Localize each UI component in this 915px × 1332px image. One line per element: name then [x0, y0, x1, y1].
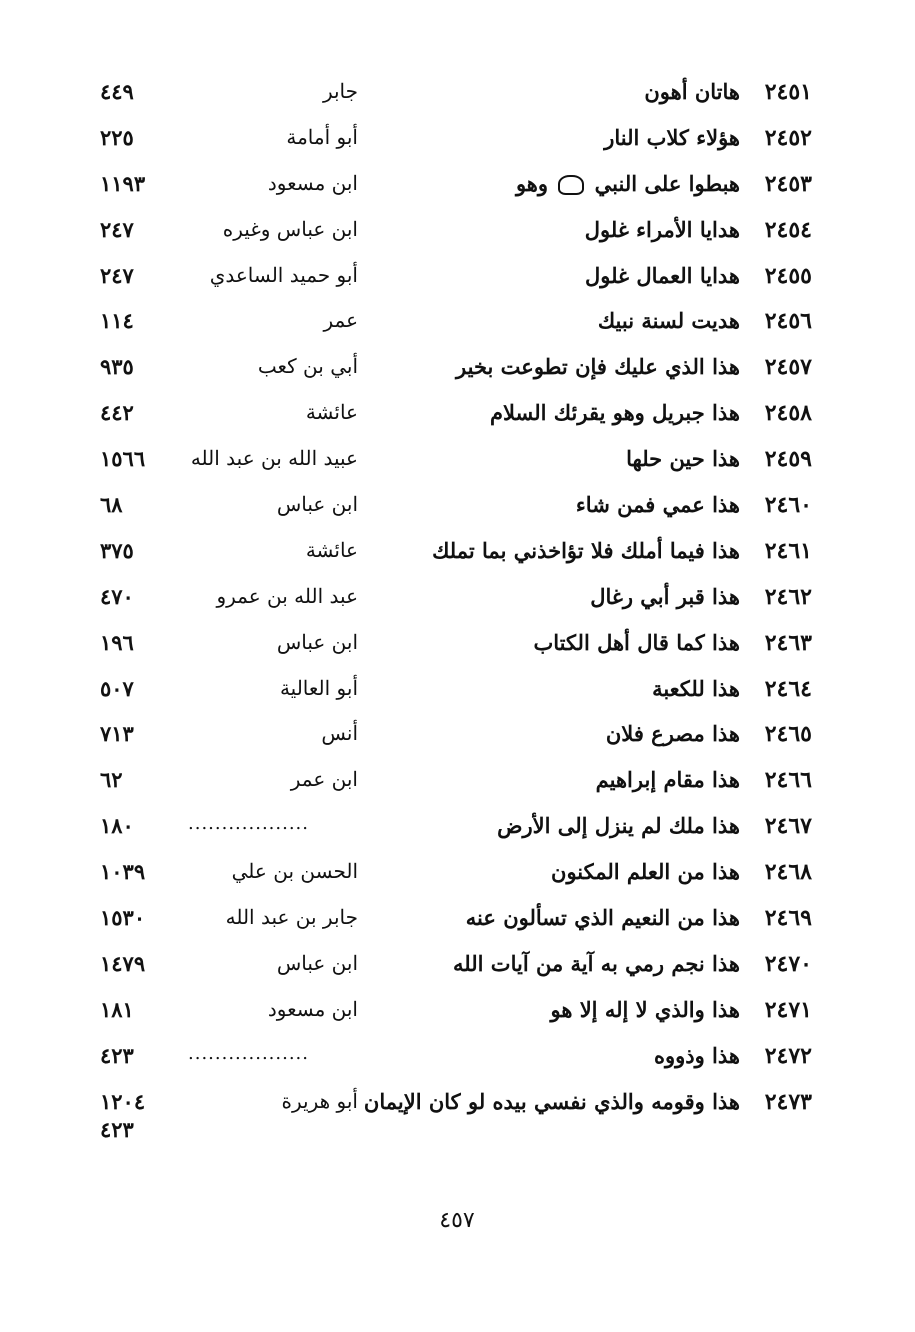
hadith-text: هذا جبريل وهو يقرئك السلام	[490, 400, 740, 426]
entry-number: ٢٤٥٦	[764, 308, 812, 335]
hadith-text-part: وهو	[515, 170, 549, 196]
hadith-text: هذا من النعيم الذي تسألون عنه	[465, 905, 740, 931]
index-entry	[100, 945, 812, 991]
hadith-text: هذا من العلم المكنون	[551, 859, 740, 885]
page-reference: ١٤٧٩	[100, 950, 146, 976]
page-reference: ١٥٣٠	[100, 905, 146, 931]
page-reference: ١٠٣٩	[100, 859, 146, 885]
page-reference: ٦٢	[100, 767, 123, 793]
entry-number: ٢٤٧٢	[764, 1042, 812, 1069]
hadith-text: هذا وذووه	[653, 1042, 740, 1068]
entry-number: ٢٤٧١	[764, 996, 812, 1023]
index-entry	[100, 624, 812, 670]
narrator: جابر	[322, 79, 358, 103]
entry-number: ٢٤٦٧	[764, 813, 812, 840]
index-entry	[100, 761, 812, 807]
index-entry	[100, 532, 812, 578]
entry-number: ٢٤٦٤	[764, 675, 812, 702]
page-reference: ٤٤٩	[100, 79, 134, 104]
entry-number: ٢٤٦٢	[764, 583, 812, 610]
page-reference: ١٨٠	[100, 813, 134, 839]
page-reference: ١١٩٣	[100, 170, 146, 196]
narrator: ابن عباس	[276, 492, 358, 517]
narrator: ابن مسعود	[267, 170, 358, 195]
index-entry	[100, 807, 812, 853]
hadith-text: هذا فيما أملك فلا تؤاخذني بما تملك	[432, 537, 740, 563]
hadith-text: هذا وقومه والذي نفسي بيده لو كان الإيمان	[363, 1088, 740, 1114]
entry-number: ٢٤٥٢	[764, 124, 812, 151]
hadith-text: هذا للكعبة	[652, 675, 740, 701]
hadith-text: هذا الذي عليك فإن تطوعت بخير	[456, 354, 740, 380]
page-reference: ٢٢٥	[100, 124, 134, 150]
page-reference: ٤٢٣	[100, 1042, 134, 1068]
page-reference: ٢٤٧	[100, 262, 134, 288]
page-reference: ١٨١	[100, 996, 134, 1022]
index-entry	[100, 394, 812, 440]
entry-number: ٢٤٥٧	[764, 354, 812, 381]
entry-number: ٢٤٦٠	[764, 492, 812, 519]
index-entry	[100, 73, 812, 119]
index-entry	[100, 991, 812, 1037]
page-reference: ٣٧٥	[100, 537, 134, 563]
hadith-text: هذا نجم رمي به آية من آيات الله	[453, 950, 740, 976]
page-reference: ١٥٦٦	[100, 446, 146, 472]
hadith-text: هذا والذي لا إله إلا هو	[550, 996, 740, 1022]
entry-number: ٢٤٥٥	[764, 262, 812, 289]
page-reference: ٧١٣	[100, 721, 134, 747]
hadith-index-list	[100, 73, 812, 1128]
entry-number: ٢٤٥٨	[764, 400, 812, 427]
entry-number: ٢٤٦٦	[764, 767, 812, 794]
page-reference: ٢٤٧	[100, 216, 134, 242]
narrator: عبيد الله بن عبد الله	[190, 446, 358, 471]
narrator: عائشة	[305, 537, 358, 562]
narrator: عائشة	[305, 400, 358, 425]
narrator: أنس	[321, 721, 358, 746]
entry-number: ٢٤٥١	[764, 79, 812, 105]
index-entry	[100, 119, 812, 165]
index-entry	[100, 578, 812, 624]
hadith-text: هدايا العمال غلول	[585, 262, 740, 288]
page-reference: ٤٤٢	[100, 400, 134, 426]
index-entry	[100, 165, 812, 211]
hadith-text: هاتان أهون	[644, 79, 740, 104]
index-entry	[100, 899, 812, 945]
hadith-text-part: هبطوا على النبي	[594, 170, 740, 196]
hadith-text: هذا كما قال أهل الكتاب	[533, 629, 740, 655]
narrator: أبو أمامة	[286, 124, 358, 149]
index-entry	[100, 257, 812, 303]
extra-page-reference: ٤٢٣	[100, 1117, 134, 1142]
entry-number: ٢٤٦٨	[764, 859, 812, 886]
hadith-text: هذا قبر أبي رغال	[590, 583, 740, 609]
narrator: ابن عباس وغيره	[222, 216, 358, 241]
page-reference: ١٩٦	[100, 629, 134, 655]
entry-number: ٢٤٦٥	[764, 721, 812, 748]
hadith-text: هذا حين حلها	[626, 446, 740, 472]
page-reference: ٤٧٠	[100, 583, 134, 609]
index-entry	[100, 1083, 812, 1129]
narrator: ابن عمر	[290, 767, 358, 792]
entry-number: ٢٤٥٩	[764, 446, 812, 473]
hadith-text: هؤلاء كلاب النار	[604, 124, 740, 150]
entry-number: ٢٤٦٩	[764, 905, 812, 932]
page-reference: ٦٨	[100, 492, 123, 518]
entry-number: ٢٤٥٤	[764, 216, 812, 243]
narrator: جابر بن عبد الله	[225, 905, 358, 930]
entry-number: ٢٤٦١	[764, 537, 812, 564]
index-entry	[100, 715, 812, 761]
entry-number: ٢٤٧٣	[764, 1088, 812, 1115]
hadith-text: هدايا الأمراء غلول	[584, 216, 740, 242]
narrator: ابن عباس	[276, 950, 358, 975]
hadith-text: هذا ملك لم ينزل إلى الأرض	[497, 813, 740, 839]
index-entry	[100, 440, 812, 486]
page-reference: ١١٤	[100, 308, 134, 334]
index-entry	[100, 211, 812, 257]
hadith-text: هديت لسنة نبيك	[597, 308, 740, 334]
narrator: عبد الله بن عمرو	[216, 583, 358, 608]
page-number: ٤٥٧	[439, 1208, 475, 1233]
hadith-text: هذا مقام إبراهيم	[595, 767, 740, 793]
hadith-text: هذا مصرع فلان	[605, 721, 740, 747]
entry-number: ٢٤٥٣	[764, 170, 812, 197]
narrator: ابن عباس	[276, 629, 358, 654]
dotted-leader: ..................	[188, 1042, 309, 1064]
index-entry	[100, 1037, 812, 1083]
page-reference: ١٢٠٤	[100, 1088, 146, 1114]
dotted-leader: ..................	[188, 813, 309, 835]
narrator: أبي بن كعب	[257, 354, 358, 379]
page-reference: ٥٠٧	[100, 675, 134, 701]
index-entry	[100, 486, 812, 532]
entry-number: ٢٤٦٣	[764, 629, 812, 656]
index-entry	[100, 853, 812, 899]
page-reference: ٩٣٥	[100, 354, 134, 380]
narrator: أبو العالية	[279, 675, 358, 700]
narrator: الحسن بن علي	[231, 859, 358, 884]
index-entry	[100, 348, 812, 394]
narrator: ابن مسعود	[267, 996, 358, 1021]
narrator: أبو هريرة	[281, 1088, 358, 1113]
narrator: أبو حميد الساعدي	[209, 262, 358, 287]
index-entry	[100, 670, 812, 716]
entry-number: ٢٤٧٠	[764, 950, 812, 977]
hadith-text	[400, 171, 740, 196]
hadith-text: هذا عمي فمن شاء	[575, 492, 740, 518]
index-entry	[100, 302, 812, 348]
honorific-ligature-icon	[558, 175, 584, 195]
narrator: عمر	[323, 308, 358, 333]
